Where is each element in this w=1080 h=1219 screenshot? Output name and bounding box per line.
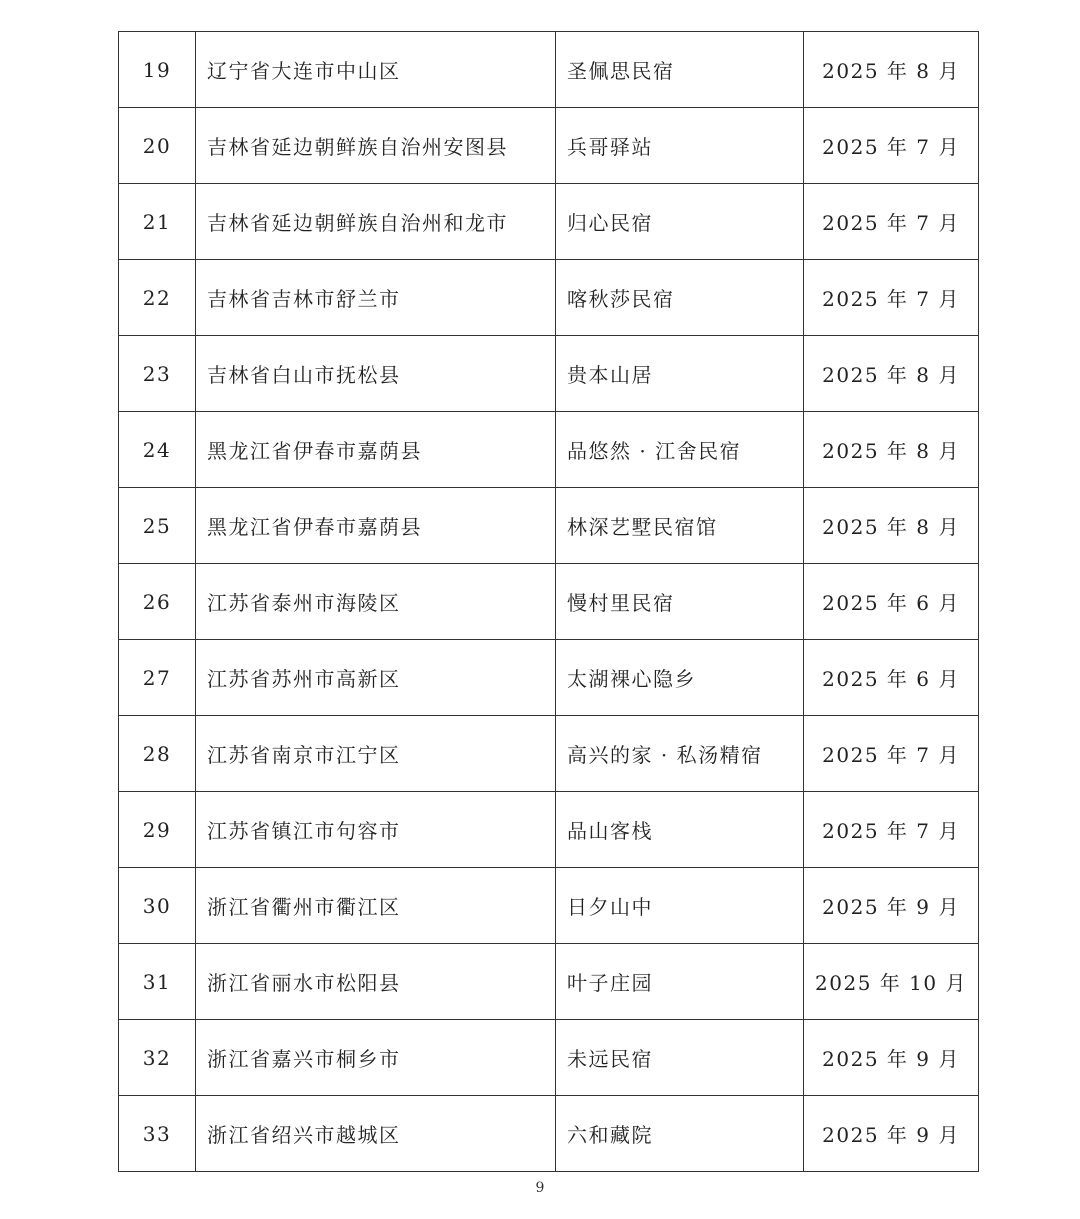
table-row bbox=[119, 260, 979, 336]
date-cell: 2025 年 7 月 bbox=[804, 108, 979, 184]
date-cell: 2025 年 7 月 bbox=[804, 260, 979, 336]
homestay-name-cell: 品悠然 · 江舍民宿 bbox=[556, 412, 804, 488]
location-cell: 江苏省泰州市海陵区 bbox=[196, 564, 556, 640]
date-cell: 2025 年 6 月 bbox=[804, 564, 979, 640]
row-number-cell: 29 bbox=[119, 792, 196, 868]
table-body bbox=[119, 32, 979, 1172]
table-row bbox=[119, 640, 979, 716]
homestay-name-cell: 慢村里民宿 bbox=[556, 564, 804, 640]
homestay-name-cell: 太湖裸心隐乡 bbox=[556, 640, 804, 716]
date-cell: 2025 年 10 月 bbox=[804, 944, 979, 1020]
table-row bbox=[119, 944, 979, 1020]
table-row bbox=[119, 336, 979, 412]
date-cell: 2025 年 9 月 bbox=[804, 868, 979, 944]
row-number-cell: 23 bbox=[119, 336, 196, 412]
homestay-name-cell: 林深艺墅民宿馆 bbox=[556, 488, 804, 564]
location-cell: 黑龙江省伊春市嘉荫县 bbox=[196, 488, 556, 564]
table-row bbox=[119, 716, 979, 792]
homestay-name-cell: 高兴的家 · 私汤精宿 bbox=[556, 716, 804, 792]
table-row bbox=[119, 184, 979, 260]
row-number-cell: 22 bbox=[119, 260, 196, 336]
row-number-cell: 21 bbox=[119, 184, 196, 260]
date-cell: 2025 年 7 月 bbox=[804, 716, 979, 792]
homestay-name-cell: 喀秋莎民宿 bbox=[556, 260, 804, 336]
row-number-cell: 26 bbox=[119, 564, 196, 640]
row-number-cell: 27 bbox=[119, 640, 196, 716]
row-number-cell: 33 bbox=[119, 1096, 196, 1172]
row-number-cell: 28 bbox=[119, 716, 196, 792]
homestay-name-cell: 兵哥驿站 bbox=[556, 108, 804, 184]
homestay-name-cell: 贵本山居 bbox=[556, 336, 804, 412]
table-row bbox=[119, 1096, 979, 1172]
homestay-list-table-container bbox=[118, 31, 978, 1172]
table-row bbox=[119, 108, 979, 184]
date-cell: 2025 年 9 月 bbox=[804, 1020, 979, 1096]
date-cell: 2025 年 8 月 bbox=[804, 336, 979, 412]
table-row bbox=[119, 1020, 979, 1096]
location-cell: 浙江省衢州市衢江区 bbox=[196, 868, 556, 944]
date-cell: 2025 年 8 月 bbox=[804, 488, 979, 564]
table-row bbox=[119, 564, 979, 640]
location-cell: 江苏省苏州市高新区 bbox=[196, 640, 556, 716]
table-row bbox=[119, 488, 979, 564]
date-cell: 2025 年 8 月 bbox=[804, 412, 979, 488]
row-number-cell: 19 bbox=[119, 32, 196, 108]
homestay-name-cell: 未远民宿 bbox=[556, 1020, 804, 1096]
location-cell: 浙江省绍兴市越城区 bbox=[196, 1096, 556, 1172]
row-number-cell: 24 bbox=[119, 412, 196, 488]
location-cell: 浙江省嘉兴市桐乡市 bbox=[196, 1020, 556, 1096]
location-cell: 吉林省白山市抚松县 bbox=[196, 336, 556, 412]
page-number: 9 bbox=[535, 1180, 545, 1196]
row-number-cell: 20 bbox=[119, 108, 196, 184]
date-cell: 2025 年 6 月 bbox=[804, 640, 979, 716]
date-cell: 2025 年 7 月 bbox=[804, 792, 979, 868]
date-cell: 2025 年 8 月 bbox=[804, 32, 979, 108]
location-cell: 吉林省延边朝鲜族自治州和龙市 bbox=[196, 184, 556, 260]
location-cell: 江苏省镇江市句容市 bbox=[196, 792, 556, 868]
homestay-name-cell: 日夕山中 bbox=[556, 868, 804, 944]
homestay-list-table bbox=[118, 31, 979, 1172]
location-cell: 辽宁省大连市中山区 bbox=[196, 32, 556, 108]
location-cell: 吉林省延边朝鲜族自治州安图县 bbox=[196, 108, 556, 184]
row-number-cell: 32 bbox=[119, 1020, 196, 1096]
homestay-name-cell: 品山客栈 bbox=[556, 792, 804, 868]
table-row bbox=[119, 792, 979, 868]
location-cell: 浙江省丽水市松阳县 bbox=[196, 944, 556, 1020]
homestay-name-cell: 归心民宿 bbox=[556, 184, 804, 260]
date-cell: 2025 年 7 月 bbox=[804, 184, 979, 260]
homestay-name-cell: 圣佩思民宿 bbox=[556, 32, 804, 108]
location-cell: 吉林省吉林市舒兰市 bbox=[196, 260, 556, 336]
table-row bbox=[119, 32, 979, 108]
location-cell: 江苏省南京市江宁区 bbox=[196, 716, 556, 792]
row-number-cell: 25 bbox=[119, 488, 196, 564]
table-row bbox=[119, 868, 979, 944]
table-row bbox=[119, 412, 979, 488]
date-cell: 2025 年 9 月 bbox=[804, 1096, 979, 1172]
row-number-cell: 31 bbox=[119, 944, 196, 1020]
row-number-cell: 30 bbox=[119, 868, 196, 944]
location-cell: 黑龙江省伊春市嘉荫县 bbox=[196, 412, 556, 488]
homestay-name-cell: 叶子庄园 bbox=[556, 944, 804, 1020]
homestay-name-cell: 六和藏院 bbox=[556, 1096, 804, 1172]
